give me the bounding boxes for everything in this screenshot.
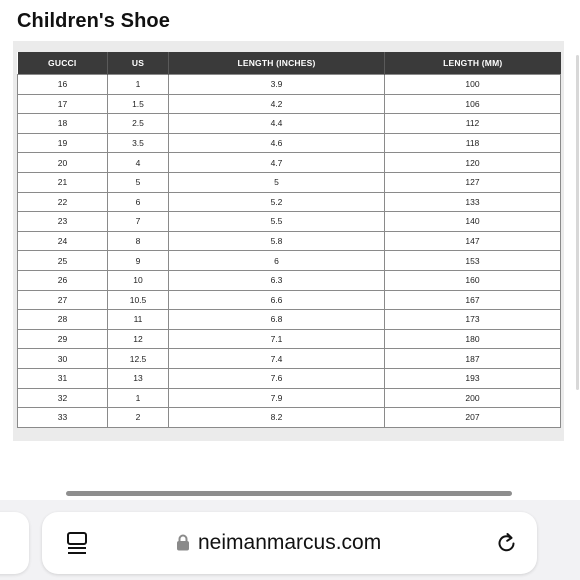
cell-length-inches: 3.9 xyxy=(169,75,385,95)
cell-length-inches: 7.6 xyxy=(169,368,385,388)
cell-length-inches: 5 xyxy=(169,172,385,192)
table-row xyxy=(18,388,561,408)
cell-length-mm: 167 xyxy=(385,290,561,310)
cell-gucci-size: 28 xyxy=(18,310,108,330)
cell-gucci-size: 25 xyxy=(18,251,108,271)
cell-length-mm: 180 xyxy=(385,329,561,349)
cell-length-inches: 8.2 xyxy=(169,408,385,428)
cell-us-size: 2.5 xyxy=(108,114,169,134)
cell-length-mm: 133 xyxy=(385,192,561,212)
cell-length-mm: 100 xyxy=(385,75,561,95)
cell-us-size: 6 xyxy=(108,192,169,212)
column-header-us: US xyxy=(108,52,169,75)
table-row xyxy=(18,172,561,192)
cell-gucci-size: 32 xyxy=(18,388,108,408)
column-header-length-mm: LENGTH (MM) xyxy=(385,52,561,75)
cell-length-inches: 6 xyxy=(169,251,385,271)
previous-tab-preview[interactable] xyxy=(0,512,29,574)
table-row xyxy=(18,114,561,134)
table-row xyxy=(18,212,561,232)
cell-length-mm: 200 xyxy=(385,388,561,408)
cell-us-size: 4 xyxy=(108,153,169,173)
cell-us-size: 7 xyxy=(108,212,169,232)
cell-us-size: 13 xyxy=(108,368,169,388)
table-row xyxy=(18,75,561,95)
cell-length-mm: 173 xyxy=(385,310,561,330)
cell-us-size: 11 xyxy=(108,310,169,330)
cell-us-size: 12 xyxy=(108,329,169,349)
table-row xyxy=(18,192,561,212)
url-text[interactable]: neimanmarcus.com xyxy=(198,531,382,554)
cell-length-mm: 140 xyxy=(385,212,561,232)
table-row xyxy=(18,408,561,428)
table-row xyxy=(18,153,561,173)
cell-length-inches: 7.4 xyxy=(169,349,385,369)
cell-gucci-size: 26 xyxy=(18,270,108,290)
cell-us-size: 12.5 xyxy=(108,349,169,369)
cell-length-inches: 4.7 xyxy=(169,153,385,173)
cell-length-inches: 6.8 xyxy=(169,310,385,330)
cell-gucci-size: 27 xyxy=(18,290,108,310)
cell-gucci-size: 21 xyxy=(18,172,108,192)
cell-us-size: 1 xyxy=(108,75,169,95)
cell-length-inches: 6.3 xyxy=(169,270,385,290)
cell-gucci-size: 22 xyxy=(18,192,108,212)
cell-gucci-size: 18 xyxy=(18,114,108,134)
cell-length-inches: 5.5 xyxy=(169,212,385,232)
cell-length-mm: 127 xyxy=(385,172,561,192)
table-row xyxy=(18,349,561,369)
cell-gucci-size: 31 xyxy=(18,368,108,388)
reader-mode-icon[interactable] xyxy=(66,531,88,555)
lock-icon xyxy=(176,534,190,551)
cell-us-size: 9 xyxy=(108,251,169,271)
cell-us-size: 5 xyxy=(108,172,169,192)
size-chart-table xyxy=(17,52,561,428)
cell-us-size: 1.5 xyxy=(108,94,169,114)
cell-length-mm: 193 xyxy=(385,368,561,388)
column-header-gucci: GUCCI xyxy=(18,52,108,75)
cell-gucci-size: 19 xyxy=(18,133,108,153)
reload-icon[interactable] xyxy=(496,531,518,555)
cell-length-inches: 6.6 xyxy=(169,290,385,310)
cell-us-size: 10 xyxy=(108,270,169,290)
cell-gucci-size: 16 xyxy=(18,75,108,95)
cell-length-inches: 4.4 xyxy=(169,114,385,134)
cell-length-mm: 160 xyxy=(385,270,561,290)
table-row xyxy=(18,310,561,330)
table-body xyxy=(18,75,561,428)
vertical-scrollbar[interactable] xyxy=(576,55,579,390)
horizontal-scroll-indicator[interactable] xyxy=(66,491,512,496)
cell-length-inches: 4.2 xyxy=(169,94,385,114)
table-row xyxy=(18,368,561,388)
cell-gucci-size: 30 xyxy=(18,349,108,369)
table-row xyxy=(18,133,561,153)
cell-gucci-size: 24 xyxy=(18,231,108,251)
cell-us-size: 8 xyxy=(108,231,169,251)
cell-length-mm: 207 xyxy=(385,408,561,428)
cell-length-mm: 187 xyxy=(385,349,561,369)
cell-gucci-size: 17 xyxy=(18,94,108,114)
cell-us-size: 1 xyxy=(108,388,169,408)
table-row xyxy=(18,329,561,349)
table-row xyxy=(18,251,561,271)
cell-length-inches: 4.6 xyxy=(169,133,385,153)
table-row xyxy=(18,94,561,114)
cell-us-size: 3.5 xyxy=(108,133,169,153)
cell-gucci-size: 29 xyxy=(18,329,108,349)
cell-gucci-size: 33 xyxy=(18,408,108,428)
cell-length-inches: 5.2 xyxy=(169,192,385,212)
cell-length-mm: 120 xyxy=(385,153,561,173)
cell-length-mm: 106 xyxy=(385,94,561,114)
cell-length-mm: 147 xyxy=(385,231,561,251)
cell-gucci-size: 20 xyxy=(18,153,108,173)
page-title: Children's Shoe xyxy=(17,10,170,32)
cell-length-inches: 7.1 xyxy=(169,329,385,349)
table-row xyxy=(18,231,561,251)
cell-length-mm: 118 xyxy=(385,133,561,153)
cell-us-size: 10.5 xyxy=(108,290,169,310)
cell-length-mm: 112 xyxy=(385,114,561,134)
cell-length-mm: 153 xyxy=(385,251,561,271)
table-header-row xyxy=(18,52,561,75)
cell-gucci-size: 23 xyxy=(18,212,108,232)
table-row xyxy=(18,290,561,310)
column-header-length-inches: LENGTH (INCHES) xyxy=(169,52,385,75)
table-row xyxy=(18,270,561,290)
cell-length-inches: 7.9 xyxy=(169,388,385,408)
cell-us-size: 2 xyxy=(108,408,169,428)
cell-length-inches: 5.8 xyxy=(169,231,385,251)
